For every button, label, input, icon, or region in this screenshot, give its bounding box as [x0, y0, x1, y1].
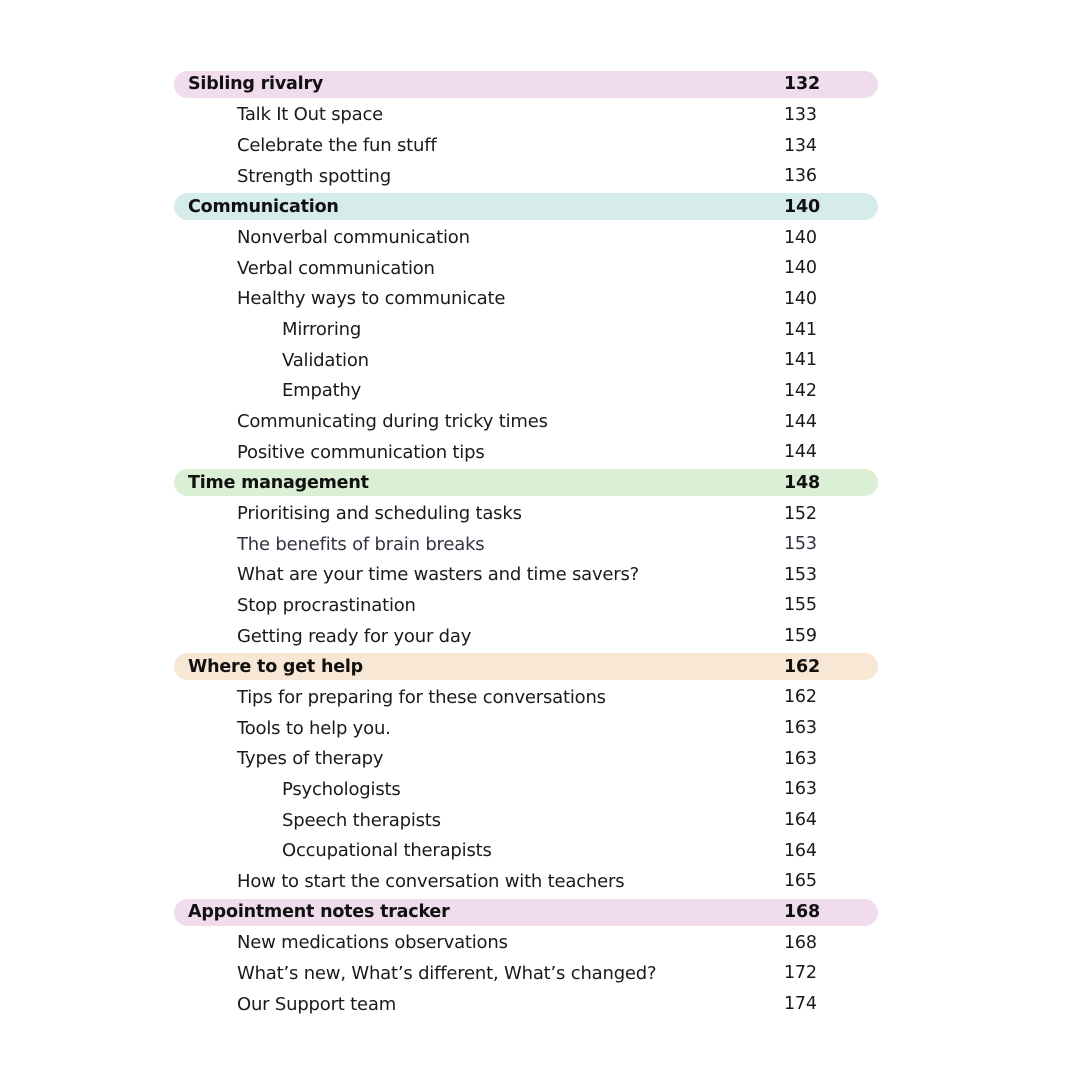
- toc-entry-page-number: 152: [784, 503, 817, 524]
- toc-entry-page-number: 140: [784, 196, 820, 217]
- toc-entry-title: Communicating during tricky times: [237, 411, 548, 433]
- toc-entry-page-number: 163: [784, 748, 817, 769]
- toc-section-title: Communication: [188, 196, 339, 217]
- toc-subsection[interactable]: [174, 222, 878, 253]
- toc-subsection[interactable]: [174, 284, 878, 315]
- toc-subsection[interactable]: [174, 590, 878, 621]
- toc-subsection[interactable]: [174, 866, 878, 897]
- toc-entry-page-number: 159: [784, 626, 817, 647]
- toc-entry-title: Tools to help you.: [237, 717, 391, 739]
- toc-sub-subsection[interactable]: [174, 345, 878, 376]
- toc-subsection[interactable]: [174, 100, 878, 131]
- toc-entry-title: Prioritising and scheduling tasks: [237, 503, 522, 525]
- toc-entry-title: Strength spotting: [237, 165, 391, 187]
- toc-sub-subsection[interactable]: [174, 835, 878, 866]
- toc-entry-page-number: 155: [784, 595, 817, 616]
- toc-entry-title: Nonverbal communication: [237, 227, 470, 249]
- toc-subsection[interactable]: [174, 958, 878, 989]
- toc-entry-page-number: 140: [784, 227, 817, 248]
- toc-sub-subsection[interactable]: [174, 376, 878, 407]
- toc-entry-page-number: 164: [784, 810, 817, 831]
- toc-entry-title: Getting ready for your day: [237, 625, 472, 647]
- toc-entry-page-number: 163: [784, 779, 817, 800]
- toc-entry-page-number: 172: [784, 963, 817, 984]
- toc-subsection[interactable]: [174, 713, 878, 744]
- toc-entry-title: Mirroring: [282, 319, 362, 341]
- table-of-contents: [174, 69, 878, 1019]
- toc-entry-title: What are your time wasters and time savers?: [237, 564, 640, 586]
- toc-entry-page-number: 141: [784, 350, 817, 371]
- toc-entry-title: Our Support team: [237, 993, 397, 1015]
- toc-section-title: Sibling rivalry: [188, 74, 324, 95]
- toc-entry-page-number: 140: [784, 258, 817, 279]
- toc-entry-page-number: 162: [784, 656, 820, 677]
- toc-subsection[interactable]: [174, 406, 878, 437]
- toc-entry-page-number: 165: [784, 871, 817, 892]
- toc-entry-page-number: 153: [784, 534, 817, 555]
- toc-subsection[interactable]: [174, 927, 878, 958]
- toc-entry-page-number: 133: [784, 104, 817, 125]
- toc-subsection[interactable]: [174, 743, 878, 774]
- toc-entry-page-number: 140: [784, 288, 817, 309]
- toc-entry-title: Speech therapists: [282, 809, 441, 831]
- toc-entry-page-number: 168: [784, 932, 817, 953]
- toc-entry-page-number: 174: [784, 994, 817, 1015]
- toc-sub-subsection[interactable]: [174, 774, 878, 805]
- toc-section-heading[interactable]: [174, 899, 878, 926]
- toc-entry-title: Healthy ways to communicate: [237, 288, 506, 310]
- toc-entry-page-number: 144: [784, 442, 817, 463]
- toc-section-title: Appointment notes tracker: [188, 902, 450, 923]
- toc-entry-title: Types of therapy: [237, 748, 384, 770]
- toc-subsection[interactable]: [174, 621, 878, 652]
- toc-subsection[interactable]: [174, 161, 878, 192]
- toc-entry-page-number: 164: [784, 840, 817, 861]
- toc-entry-page-number: 134: [784, 135, 817, 156]
- toc-subsection[interactable]: [174, 498, 878, 529]
- toc-entry-page-number: 168: [784, 902, 820, 923]
- toc-entry-title: Occupational therapists: [282, 840, 492, 862]
- toc-entry-page-number: 153: [784, 564, 817, 585]
- toc-section-heading[interactable]: [174, 469, 878, 496]
- toc-section-title: Where to get help: [188, 656, 364, 677]
- toc-entry-page-number: 148: [784, 472, 820, 493]
- toc-subsection[interactable]: [174, 529, 878, 560]
- toc-sub-subsection[interactable]: [174, 314, 878, 345]
- toc-entry-page-number: 132: [784, 74, 820, 95]
- toc-entry-title: The benefits of brain breaks: [237, 533, 485, 555]
- toc-entry-title: Validation: [282, 349, 369, 371]
- toc-entry-page-number: 141: [784, 319, 817, 340]
- toc-entry-title: Positive communication tips: [237, 441, 485, 463]
- toc-entry-title: Stop procrastination: [237, 594, 416, 616]
- toc-entry-page-number: 162: [784, 687, 817, 708]
- toc-entry-title: Celebrate the fun stuff: [237, 135, 437, 157]
- toc-section-heading[interactable]: [174, 71, 878, 98]
- toc-entry-title: What’s new, What’s different, What’s changed?: [237, 962, 657, 984]
- toc-entry-title: Talk It Out space: [237, 104, 384, 126]
- toc-entry-title: How to start the conversation with teachers: [237, 870, 625, 892]
- toc-entry-page-number: 144: [784, 411, 817, 432]
- toc-entry-title: New medications observations: [237, 932, 508, 954]
- toc-subsection[interactable]: [174, 253, 878, 284]
- toc-subsection[interactable]: [174, 682, 878, 713]
- toc-entry-title: Verbal communication: [237, 257, 435, 279]
- toc-entry-title: Psychologists: [282, 778, 401, 800]
- toc-section-heading[interactable]: [174, 193, 878, 220]
- toc-subsection[interactable]: [174, 437, 878, 468]
- toc-sub-subsection[interactable]: [174, 805, 878, 836]
- toc-entry-title: Empathy: [282, 380, 362, 402]
- toc-entry-page-number: 163: [784, 718, 817, 739]
- toc-section-heading[interactable]: [174, 653, 878, 680]
- toc-entry-page-number: 136: [784, 166, 817, 187]
- toc-subsection[interactable]: [174, 130, 878, 161]
- toc-entry-page-number: 142: [784, 380, 817, 401]
- toc-subsection[interactable]: [174, 989, 878, 1020]
- toc-subsection[interactable]: [174, 560, 878, 591]
- toc-section-title: Time management: [188, 472, 369, 493]
- toc-entry-title: Tips for preparing for these conversations: [237, 686, 606, 708]
